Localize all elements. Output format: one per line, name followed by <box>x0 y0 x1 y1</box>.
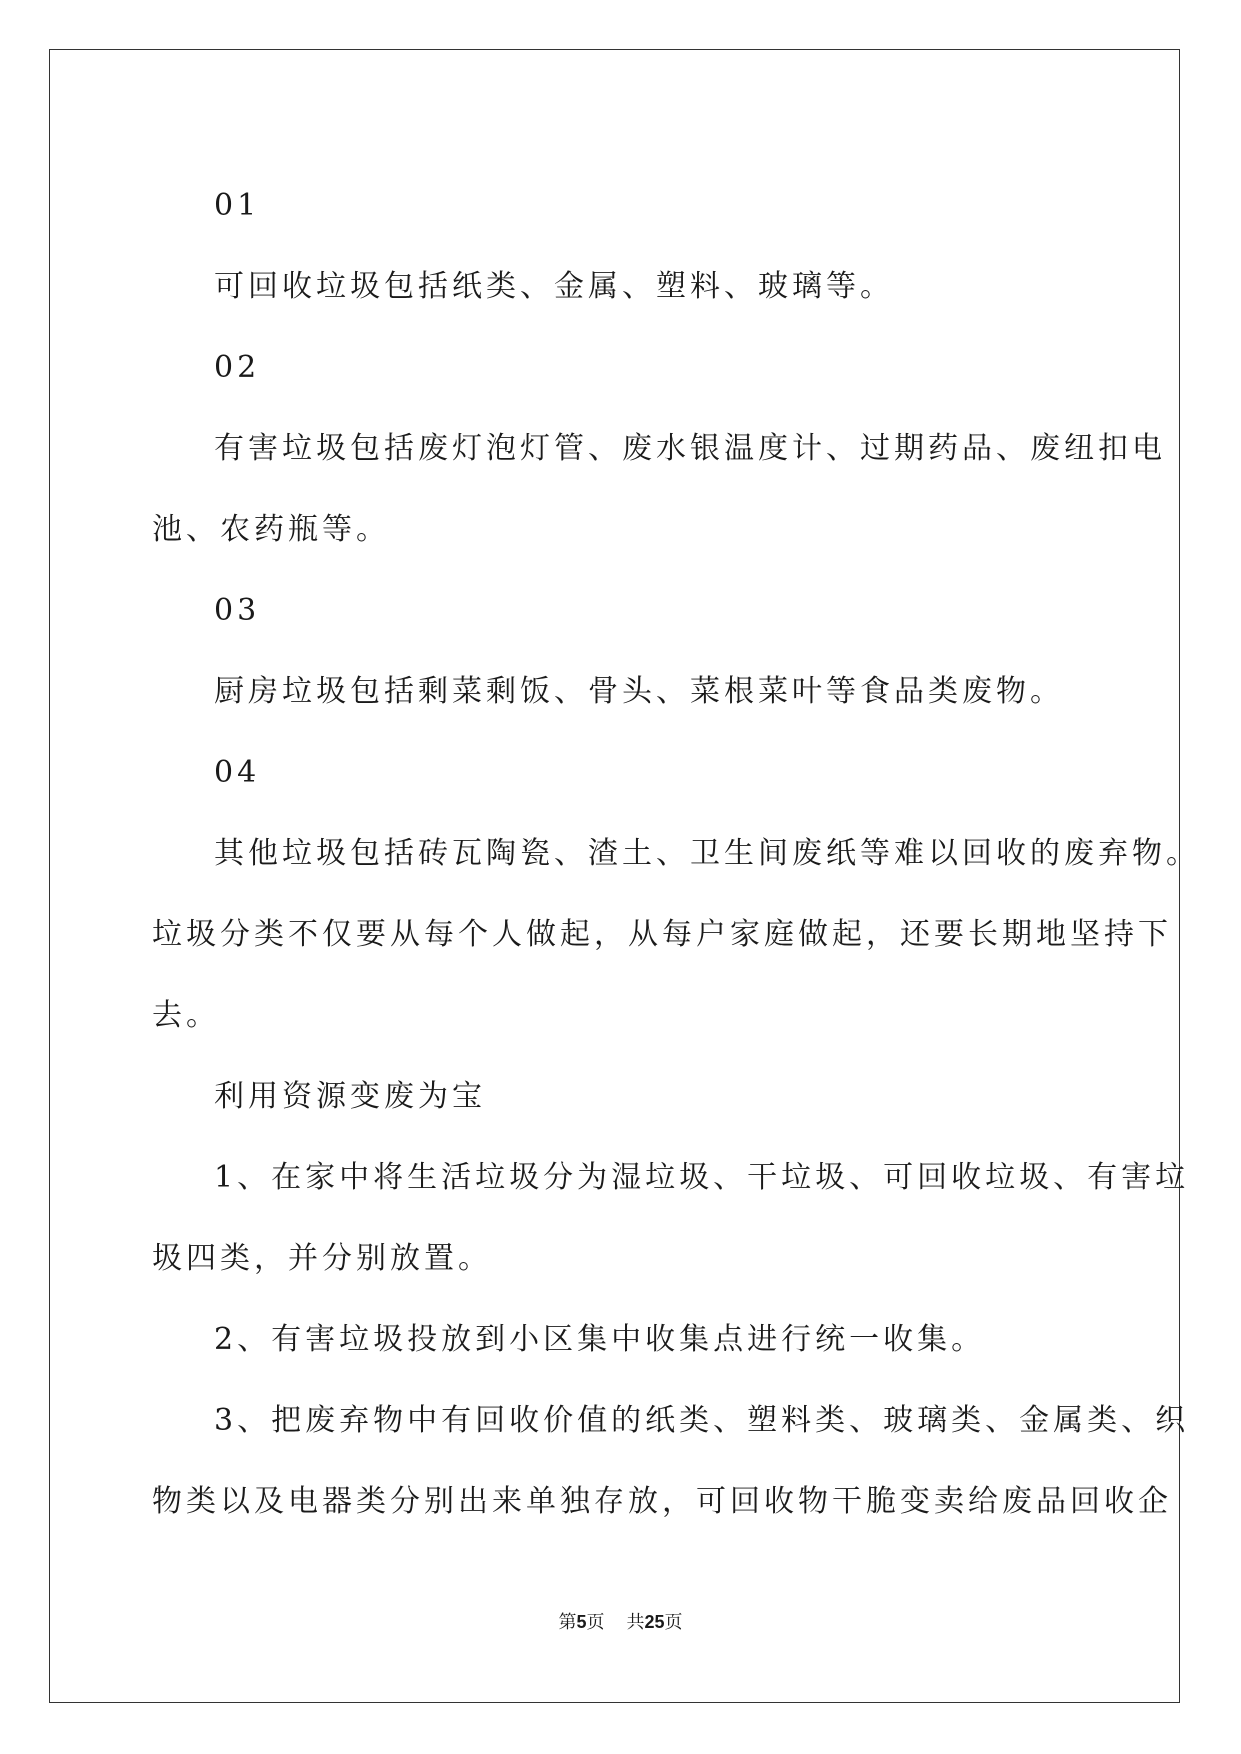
list-item-1-line2: 圾四类，并分别放置。 <box>152 1241 492 1276</box>
footer-total-pages: 25 <box>644 1612 665 1632</box>
section-number-01: 01 <box>214 188 261 223</box>
paragraph-persist-line1: 垃圾分类不仅要从每个人做起，从每户家庭做起，还要长期地坚持下 <box>152 917 1172 952</box>
footer-total-suffix: 页 <box>664 1612 683 1633</box>
footer-page-number: 5 <box>576 1612 587 1632</box>
paragraph-hazardous-line1: 有害垃圾包括废灯泡灯管、废水银温度计、过期药品、废纽扣电 <box>214 431 1166 466</box>
section-number-04: 04 <box>214 755 261 790</box>
footer-page-suffix: 页 <box>586 1612 605 1633</box>
section-number-02: 02 <box>214 350 261 385</box>
section-number-03: 03 <box>214 593 261 628</box>
footer-total-prefix: 共 <box>626 1612 645 1633</box>
page-footer <box>0 1608 1241 1634</box>
list-item-3-line1: 3、把废弃物中有回收价值的纸类、塑料类、玻璃类、金属类、织 <box>214 1403 1190 1438</box>
subheading-reuse: 利用资源变废为宝 <box>214 1079 486 1114</box>
document-body <box>152 165 1200 1542</box>
paragraph-persist-line2: 去。 <box>152 998 220 1033</box>
list-item-2: 2、有害垃圾投放到小区集中收集点进行统一收集。 <box>214 1322 986 1357</box>
paragraph-recyclable: 可回收垃圾包括纸类、金属、塑料、玻璃等。 <box>214 269 894 304</box>
list-item-1-line1: 1、在家中将生活垃圾分为湿垃圾、干垃圾、可回收垃圾、有害垃 <box>214 1160 1190 1195</box>
paragraph-other: 其他垃圾包括砖瓦陶瓷、渣土、卫生间废纸等难以回收的废弃物。 <box>214 836 1200 871</box>
paragraph-hazardous-line2: 池、农药瓶等。 <box>152 512 390 547</box>
footer-prefix: 第 <box>558 1612 577 1633</box>
list-item-3-line2: 物类以及电器类分别出来单独存放，可回收物干脆变卖给废品回收企 <box>152 1484 1172 1519</box>
paragraph-kitchen: 厨房垃圾包括剩菜剩饭、骨头、菜根菜叶等食品类废物。 <box>214 674 1064 709</box>
